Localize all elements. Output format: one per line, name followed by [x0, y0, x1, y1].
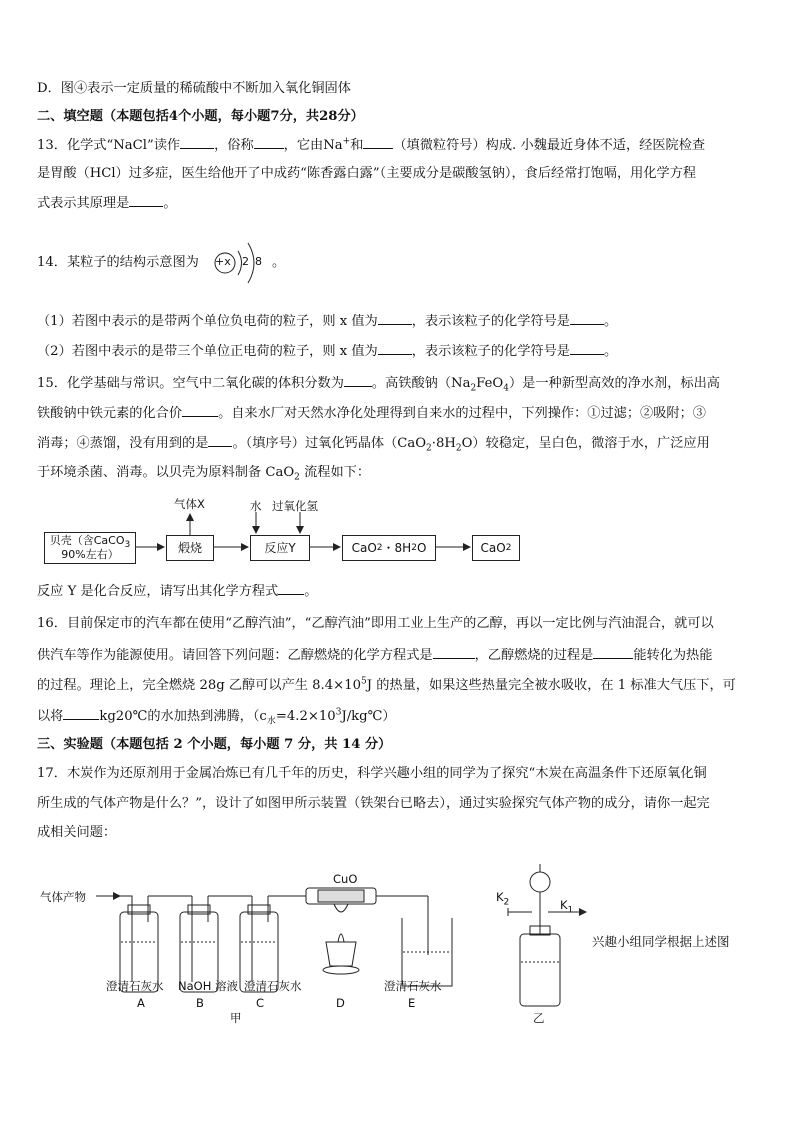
- bottle-b-liquid: NaOH 溶液: [178, 979, 239, 993]
- section-3-heading: 三、实验题（本题包括 2 个小题，每小题 7 分，共 14 分）: [37, 737, 392, 752]
- water-label: 水: [250, 499, 262, 513]
- answer-blank[interactable]: [378, 312, 412, 325]
- answer-blank[interactable]: [63, 707, 99, 720]
- answer-blank[interactable]: [344, 374, 372, 387]
- valve-k1-label: $K_1$: [560, 898, 574, 916]
- section-2-heading: 二、填空题（本题包括4个小题，每小题7分，共28分）: [37, 109, 364, 124]
- q15-line1: 15．化学基础与常识。空气中二氧化碳的体积分数为 。高铁酸钠$(Na_2FeO_4)$是一种新型高效的净水剂，标出高: [37, 376, 720, 394]
- shell-2-electrons: 8: [255, 255, 262, 268]
- q15-line3: 消毒；④蒸馏，没有用到的是 。（填序号）过氧化钙晶体$(CaO_2\cdot 8H_2O)$较稳定，呈白色，微溶于水，广泛应用: [37, 436, 710, 454]
- q14-line: 14．某粒子的结构示意图为: [37, 255, 199, 270]
- answer-blank[interactable]: [182, 404, 218, 417]
- label-yi: 乙: [533, 1011, 545, 1025]
- atom-structure-diagram: [212, 238, 274, 288]
- answer-blank[interactable]: [593, 646, 633, 659]
- q17-line2: 所生成的气体产物是什么？”，设计了如图甲所示装置（铁架台已略去），通过实验探究气体产物的成分，请你一起完: [37, 796, 710, 811]
- gas-product-label: 气体产物: [40, 890, 86, 904]
- answer-blank[interactable]: [278, 582, 304, 595]
- cao2-box: CaO 2: [472, 535, 520, 561]
- cuo-label: CuO: [333, 872, 358, 886]
- flow-chart: [0, 490, 794, 570]
- q15-after: 反应 Y 是化合反应，请写出其化学方程式 。: [37, 584, 318, 599]
- reaction-y-box: 反应Y: [250, 535, 310, 561]
- calcine-box: 煅烧: [166, 535, 214, 561]
- beaker-e-liquid: 澄清石灰水: [384, 979, 442, 993]
- answer-blank[interactable]: [378, 342, 412, 355]
- apparatus-figure: [0, 860, 794, 1030]
- answer-blank[interactable]: [570, 312, 604, 325]
- figure-side-text: 兴趣小组同学根据上述图: [592, 934, 730, 949]
- answer-blank[interactable]: [363, 136, 393, 149]
- valve-k2-label: $K_2$: [496, 890, 510, 908]
- label-b: B: [196, 996, 204, 1010]
- q13-line2: 是胃酸（HCl）过多症，医生给他开了中成药“陈香露白露”（主要成分是碳酸氢钠），食后经常打饱嗝，用化学方程: [37, 166, 697, 181]
- q15-line4: 于环境杀菌、消毒。以贝壳为原料制备 CaO$_2$ 流程如下：: [37, 465, 371, 483]
- q14-part1: （1）若图中表示的是带两个单位负电荷的粒子，则 x 值为 ，表示该粒子的化学符号是 。: [37, 314, 618, 329]
- gas-x-label: 气体X: [174, 497, 205, 511]
- answer-blank[interactable]: [254, 136, 284, 149]
- q15-line2: 铁酸钠中铁元素的化合价 。自来水厂对天然水净化处理得到自来水的过程中，下列操作：①过滤；②吸附；③: [37, 406, 706, 421]
- q16-line1: 16．目前保定市的汽车都在使用“乙醇汽油”，“乙醇汽油”即用工业上生产的乙醇，再以一定比例与汽油混合，就可以: [37, 616, 714, 631]
- answer-blank[interactable]: [180, 136, 214, 149]
- answer-blank[interactable]: [433, 646, 475, 659]
- q14-part2: （2）若图中表示的是带三个单位正电荷的粒子，则 x 值为 ，表示该粒子的化学符号是 。: [37, 344, 618, 359]
- answer-blank[interactable]: [208, 434, 232, 447]
- q16-line2: 供汽车等作为能源使用。请回答下列问题：乙醇燃烧的化学方程式是 ，乙醇燃烧的过程是 能转化为热能: [37, 648, 713, 663]
- label-e: E: [408, 996, 416, 1010]
- q14-end: 。: [272, 255, 286, 270]
- answer-blank[interactable]: [570, 342, 604, 355]
- q16-line4: 以将 kg20℃的水加热到沸腾，$(c_水=4.2\times 10^3J/kg℃)$: [37, 707, 396, 727]
- shell-1-electrons: 2: [242, 255, 249, 268]
- h2o2-label: 过氧化氢: [272, 499, 318, 513]
- answer-blank[interactable]: [129, 194, 163, 207]
- cao2-8h2o-box: CaO 2 ・8H 2 O: [342, 535, 436, 561]
- label-jia: 甲: [230, 1011, 242, 1025]
- label-c: C: [256, 996, 265, 1010]
- option-d: D．图④表示一定质量的稀硫酸中不断加入氧化铜固体: [37, 81, 351, 96]
- q16-line3: 的过程。理论上，完全燃烧 28g 乙醇可以产生 $8.4\times 10^5J$ 的热量，如果这些热量完全被水吸收，在 1 标准大气压下，可: [37, 676, 736, 693]
- label-d: D: [336, 996, 345, 1010]
- label-a: A: [137, 996, 145, 1010]
- q17-line1: 17．木炭作为还原剂用于金属冶炼已有几千年的历史，科学兴趣小组的同学为了探究“木炭在高温条件下还原氧化铜: [37, 766, 707, 781]
- nucleus-label: +x: [215, 255, 231, 268]
- q13-line3: 式表示其原理是 。: [37, 196, 177, 211]
- bottle-a-liquid: 澄清石灰水: [106, 979, 164, 993]
- q17-line3: 成相关问题：: [37, 825, 117, 840]
- bottle-c-liquid: 澄清石灰水: [244, 979, 302, 993]
- shell-box: 贝壳（含CaCO$_3$ 90%左右）: [44, 532, 136, 564]
- q13-line1: 13．化学式“NaCl”读作 ，俗称 ，它由Na+和 （填微粒符号）构成. 小魏最近身体不适，经医院检查: [37, 136, 706, 153]
